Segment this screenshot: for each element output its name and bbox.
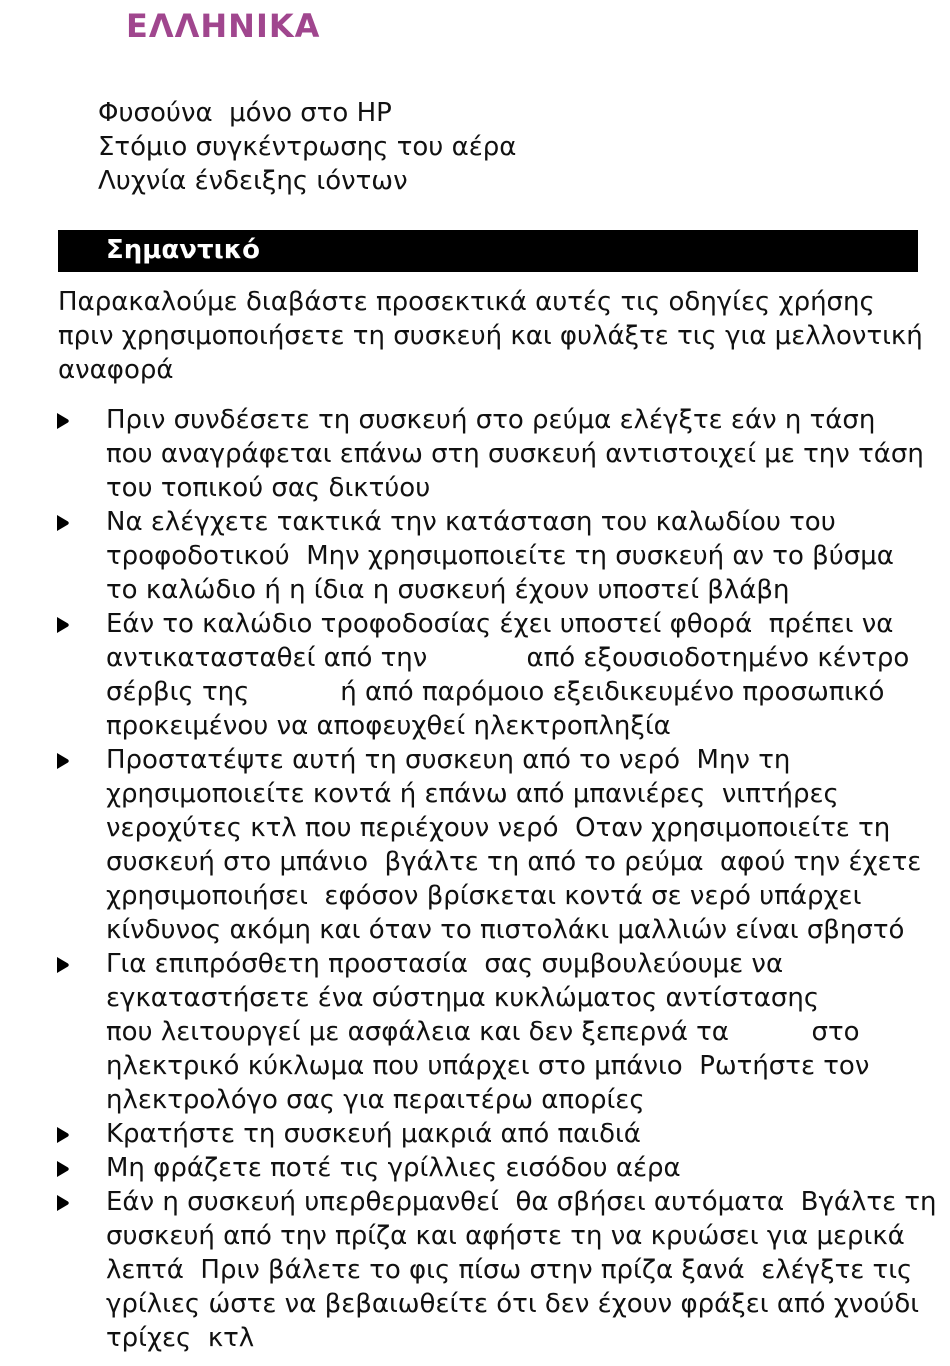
bullet-triangle-icon — [56, 1160, 70, 1178]
warning-line: Πριν συνδέσετε τη συσκευή στο ρεύμα ελέγξτε εάν η τάση — [106, 405, 876, 435]
warning-line: νεροχύτες κτλ που περιέχουν νερό Οταν χρησιμοποιείτε τη — [106, 813, 891, 843]
language-title: ΕΛΛΗΝΙΚΑ — [126, 7, 321, 45]
warning-line: τρίχες κτλ — [106, 1323, 255, 1353]
warning-line: συσκευή από την πρίζα και αφήστε τη να κρυώσει για μερικά — [106, 1221, 905, 1251]
bullet-triangle-icon — [56, 752, 70, 770]
warning-line: γρίλιες ώστε να βεβαιωθείτε ότι δεν έχουν φράξει από χνούδι — [106, 1289, 920, 1319]
warning-line: προκειμένου να αποφευχθεί ηλεκτροπληξία — [106, 711, 671, 741]
warning-line: κίνδυνος ακόμη και όταν το πιστολάκι μαλλιών είναι σβηστό — [106, 915, 905, 945]
part-item: Στόμιο συγκέντρωσης του αέρα — [98, 132, 517, 162]
intro-line: πριν χρησιμοποιήσετε τη συσκευή και φυλάξτε τις για μελλοντική — [58, 321, 923, 351]
warning-line: ηλεκτρολόγο σας για περαιτέρω απορίες — [106, 1085, 645, 1115]
warning-line: χρησιμοποιείτε κοντά ή επάνω από μπανιέρες νιπτήρες — [106, 779, 839, 809]
bullet-triangle-icon — [56, 514, 70, 532]
warning-line: χρησιμοποιήσει εφόσον βρίσκεται κοντά σε νερό υπάρχει — [106, 881, 862, 911]
warning-line: συσκευή στο μπάνιο βγάλτε τη από το ρεύμα αφού την έχετε — [106, 847, 922, 877]
warning-line: αντικατασταθεί από την από εξουσιοδοτημένο κέντρο — [106, 643, 910, 673]
warning-item — [56, 403, 936, 505]
warning-line: του τοπικού σας δικτύου — [106, 473, 431, 503]
warning-line: το καλώδιο ή η ίδια η συσκευή έχουν υποστεί βλάβη — [106, 575, 790, 605]
warning-item — [56, 947, 936, 1117]
warning-item — [56, 1117, 936, 1151]
warning-line: Να ελέγχετε τακτικά την κατάσταση του καλωδίου του — [106, 507, 836, 537]
bullet-triangle-icon — [56, 1126, 70, 1144]
bullet-triangle-icon — [56, 412, 70, 430]
intro-line: αναφορά — [58, 355, 174, 385]
warning-item — [56, 607, 936, 743]
part-item: Λυχνία ένδειξης ιόντων — [98, 166, 408, 196]
warning-line: Μη φράζετε ποτέ τις γρίλλιες εισόδου αέρα — [106, 1153, 681, 1183]
warning-line: Κρατήστε τη συσκευή μακριά από παιδιά — [106, 1119, 641, 1149]
warning-line: λεπτά Πριν βάλετε το φις πίσω στην πρίζα ξανά ελέγξτε τις — [106, 1255, 913, 1285]
warning-line: ηλεκτρικό κύκλωμα που υπάρχει στο μπάνιο Ρωτήστε τον — [106, 1051, 870, 1081]
intro-paragraph — [58, 285, 928, 387]
warning-item — [56, 743, 936, 947]
warning-line: Για επιπρόσθετη προστασία σας συμβουλεύουμε να — [106, 949, 784, 979]
section-title: Σημαντικό — [106, 235, 261, 265]
warning-line: που αναγράφεται επάνω στη συσκευή αντιστοιχεί με την τάση — [106, 439, 924, 469]
bullet-triangle-icon — [56, 956, 70, 974]
warning-line: σέρβις της ή από παρόμοιο εξειδικευμένο προσωπικό — [106, 677, 885, 707]
warning-item — [56, 1185, 936, 1355]
section-header-bar — [58, 230, 918, 272]
bullet-triangle-icon — [56, 1194, 70, 1212]
warning-line: εγκαταστήσετε ένα σύστημα κυκλώματος αντίστασης — [106, 983, 820, 1013]
warning-line: Εάν το καλώδιο τροφοδοσίας έχει υποστεί φθορά πρέπει να — [106, 609, 894, 639]
warning-line: που λειτουργεί με ασφάλεια και δεν ξεπερνά τα στο — [106, 1017, 860, 1047]
warnings-list — [56, 403, 936, 1355]
warning-line: Προστατέψτε αυτή τη συσκευη από το νερό Μην τη — [106, 745, 791, 775]
bullet-triangle-icon — [56, 616, 70, 634]
intro-line: Παρακαλούμε διαβάστε προσεκτικά αυτές τις οδηγίες χρήσης — [58, 287, 875, 317]
part-item: Φυσούνα μόνο στο HP — [98, 98, 392, 128]
parts-list — [98, 96, 516, 198]
warning-line: τροφοδοτικού Μην χρησιμοποιείτε τη συσκευή αν το βύσμα — [106, 541, 894, 571]
warning-item — [56, 1151, 936, 1185]
warning-item — [56, 505, 936, 607]
warning-line: Εάν η συσκευή υπερθερμανθεί θα σβήσει αυτόματα Βγάλτε τη — [106, 1187, 937, 1217]
